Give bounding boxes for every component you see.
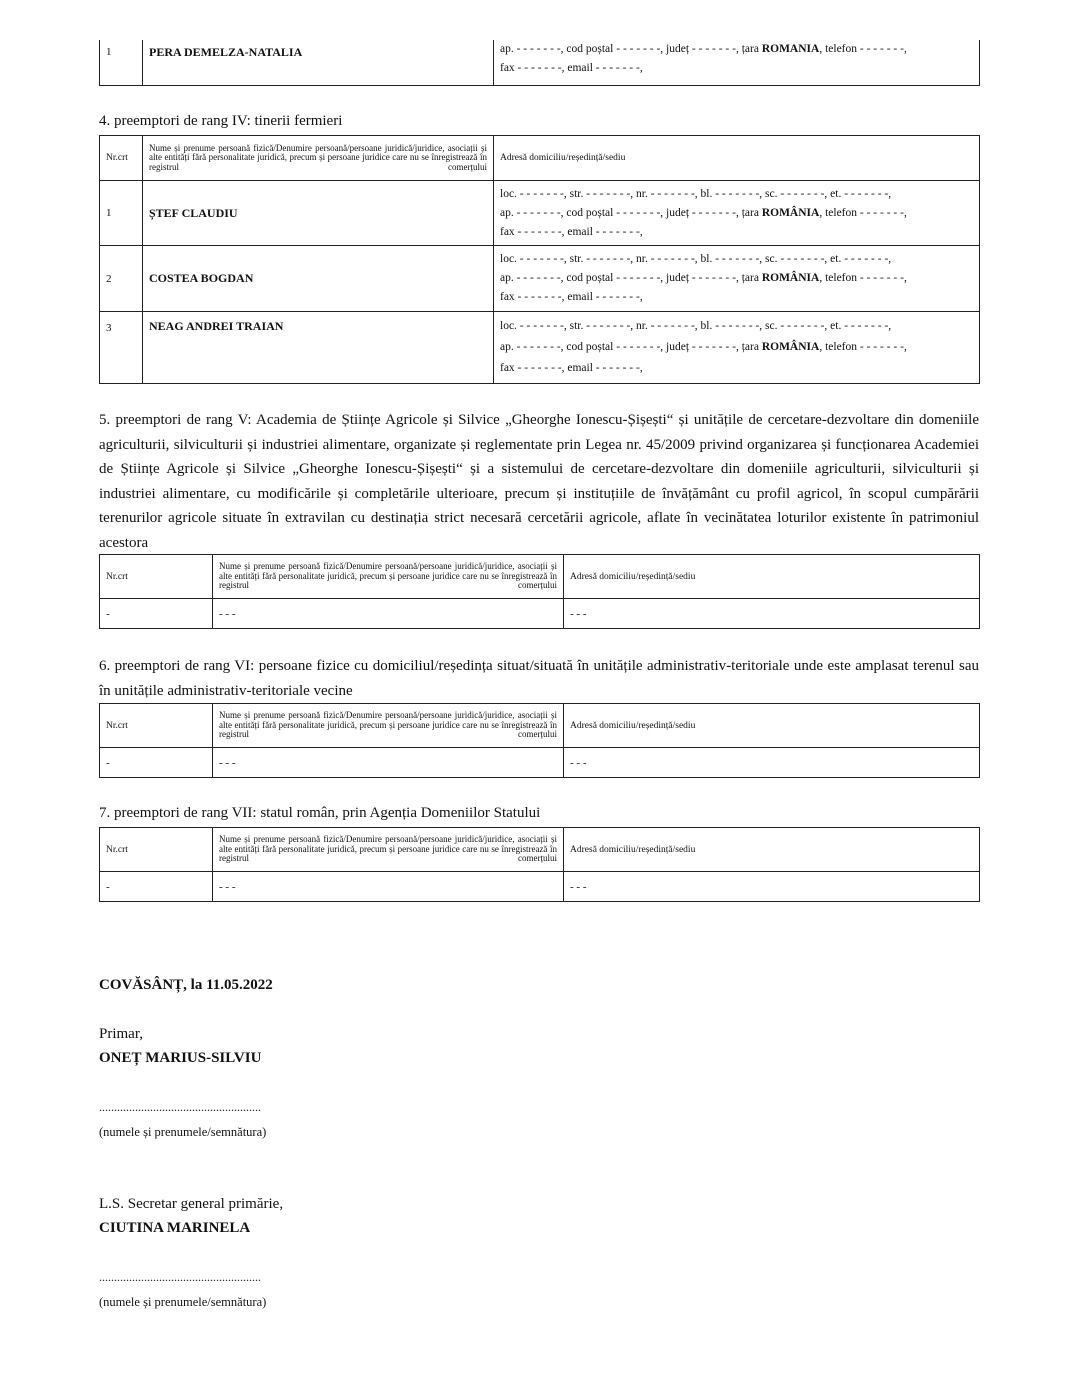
row-address xyxy=(494,312,980,384)
col-header-address: Adresă domiciliu/reședință/sediu xyxy=(564,828,980,872)
row-number: 2 xyxy=(100,246,143,312)
address-text: ap. - - - - - - -, cod poștal - - - - - - -, județ - - - - - - -, țara xyxy=(500,341,762,353)
row-name: - - - xyxy=(213,872,564,902)
table-header-row xyxy=(100,555,980,599)
address-text: , telefon - - - - - - -, xyxy=(819,272,907,284)
row-address: - - - xyxy=(564,872,980,902)
col-header-address: Adresă domiciliu/reședință/sediu xyxy=(564,555,980,599)
address-line xyxy=(500,337,973,358)
row-number: - xyxy=(100,599,213,629)
row-name: PERA DEMELZA-NATALIA xyxy=(143,40,494,86)
row-number: - xyxy=(100,748,213,778)
address-line: fax - - - - - - -, email - - - - - - -, xyxy=(500,62,643,74)
table-header-row xyxy=(100,136,980,181)
address-line: fax - - - - - - -, email - - - - - - -, xyxy=(500,362,643,374)
col-header-address: Adresă domiciliu/reședință/sediu xyxy=(494,136,980,181)
section7-table xyxy=(99,827,980,902)
col-header-nr: Nr.crt xyxy=(100,828,213,872)
country-text: ROMÂNIA xyxy=(761,206,820,219)
country-text: ROMÂNIA xyxy=(761,272,820,284)
section5-table xyxy=(99,554,980,629)
table-row xyxy=(100,40,980,86)
col-header-name xyxy=(213,555,564,599)
col-header-name-text: Nume și prenume persoană fizică/Denumire persoană/persoane juridică/juridice, asociații și alte entități fără personalitate juridică, precum și persoane juridice care nu se înregistrează în registrul comerțului xyxy=(219,834,557,864)
col-header-name xyxy=(213,704,564,748)
row-address: - - - xyxy=(564,748,980,778)
col-header-name xyxy=(213,828,564,872)
top-continuation-table xyxy=(99,40,980,86)
address-text: ap. - - - - - - -, cod poștal - - - - - - -, județ - - - - - - -, țara xyxy=(500,43,762,55)
signature-caption: (numele și prenumele/semnătura) xyxy=(99,1295,267,1309)
col-header-address: Adresă domiciliu/reședință/sediu xyxy=(564,704,980,748)
col-header-nr: Nr.crt xyxy=(100,704,213,748)
table-row xyxy=(100,246,980,312)
mayor-name: ONEȚ MARIUS-SILVIU xyxy=(99,1050,262,1066)
country-text: ROMÂNIA xyxy=(761,341,820,353)
address-text: , telefon - - - - - - -, xyxy=(819,206,907,219)
section-heading: 5. preemptori de rang V: Academia de Științe Agricole și Silvice „Gheorghe Ionescu-Șișești“ și unitățile de cercetare-dezvoltare din domeniile agriculturii, silviculturii și industriei alimentare, organizate și reglementate prin Legea nr. 45/2009 privind organizarea și funcționarea Academiei de Științe Agricole și Silvice „Gheorghe Ionescu-Șișești“ și a sistemului de cercetare-dezvoltare din domeniile agriculturii, silviculturii și industriei alimentare, cu modificările și completările ulterioare, precum și instituțiile de învățământ cu profil agricol, în scopul cumpărării terenurilor agricole situate în extravilan cu destinația strict necesară cercetării agricole, aflate în vecinătatea loturilor existente în patrimoniul acestora xyxy=(99,412,979,551)
row-name: - - - xyxy=(213,599,564,629)
row-name: NEAG ANDREI TRAIAN xyxy=(143,312,494,384)
section6-table xyxy=(99,703,980,778)
table-header-row xyxy=(100,704,980,748)
signature-caption: (numele și prenumele/semnătura) xyxy=(99,1125,267,1139)
address-line: loc. - - - - - - -, str. - - - - - - -, nr. - - - - - - -, bl. - - - - - - -, sc. - - - - - - -, et. - - - - - - -, xyxy=(500,253,892,265)
col-header-nr: Nr.crt xyxy=(100,555,213,599)
row-number: 1 xyxy=(100,40,143,86)
row-number: 1 xyxy=(100,181,143,246)
address-text: , telefon - - - - - - -, xyxy=(819,341,907,353)
secretary-title: L.S. Secretar general primărie, xyxy=(99,1196,284,1212)
address-text: , telefon - - - - - - -, xyxy=(819,43,907,55)
address-text: ap. - - - - - - -, cod poștal - - - - - - -, județ - - - - - - -, țara xyxy=(500,272,762,284)
table-row xyxy=(100,181,980,246)
table-header-row xyxy=(100,828,980,872)
row-address xyxy=(494,181,980,246)
address-text: ap. - - - - - - -, cod poștal - - - - - - -, județ - - - - - - -, țara xyxy=(500,206,762,219)
secretary-name: CIUTINA MARINELA xyxy=(99,1220,251,1236)
section-heading: 6. preemptori de rang VI: persoane fizice cu domiciliul/reședința situat/situată în unitățile administrativ-teritoriale unde este amplasat terenul sau în unitățile administrativ-teritoriale vecine xyxy=(99,658,979,699)
col-header-name xyxy=(143,136,494,181)
row-address xyxy=(494,40,980,86)
table-row xyxy=(100,599,980,629)
place-date: COVĂSÂNȚ, la 11.05.2022 xyxy=(99,977,273,993)
country-text: ROMANIA xyxy=(761,43,820,55)
row-name: ȘTEF CLAUDIU xyxy=(143,181,494,246)
address-line xyxy=(500,269,973,288)
address-line: fax - - - - - - -, email - - - - - - -, xyxy=(500,291,643,303)
row-number: 3 xyxy=(100,312,143,384)
row-number: - xyxy=(100,872,213,902)
address-line: loc. - - - - - - -, str. - - - - - - -, nr. - - - - - - -, bl. - - - - - - -, sc. - - - - - - -, et. - - - - - - -, xyxy=(500,320,892,332)
section-heading: 7. preemptori de rang VII: statul român, prin Agenția Domeniilor Statului xyxy=(99,805,541,821)
table-row xyxy=(100,312,980,384)
table-row xyxy=(100,748,980,778)
col-header-name-text: Nume și prenume persoană fizică/Denumire persoană/persoane juridică/juridice, asociații și alte entități fără personalitate juridică, precum și persoane juridice care nu se înregistrează în registrul comerțului xyxy=(149,142,487,172)
row-address xyxy=(494,246,980,312)
address-line xyxy=(500,204,973,223)
address-line: loc. - - - - - - -, str. - - - - - - -, nr. - - - - - - -, bl. - - - - - - -, sc. - - - - - - -, et. - - - - - - -, xyxy=(500,187,892,200)
signature-line: ...................................................... xyxy=(99,1270,261,1284)
address-line xyxy=(500,40,973,59)
mayor-title: Primar, xyxy=(99,1026,143,1042)
section4-table xyxy=(99,135,980,384)
address-line: fax - - - - - - -, email - - - - - - -, xyxy=(500,225,643,238)
row-name: COSTEA BOGDAN xyxy=(143,246,494,312)
row-address: - - - xyxy=(564,599,980,629)
col-header-nr: Nr.crt xyxy=(100,136,143,181)
col-header-name-text: Nume și prenume persoană fizică/Denumire persoană/persoane juridică/juridice, asociații și alte entități fără personalitate juridică, precum și persoane juridice care nu se înregistrează în registrul comerțului xyxy=(219,710,557,740)
row-name: - - - xyxy=(213,748,564,778)
signature-line: ...................................................... xyxy=(99,1100,261,1114)
col-header-name-text: Nume și prenume persoană fizică/Denumire persoană/persoane juridică/juridice, asociații și alte entități fără personalitate juridică, precum și persoane juridice care nu se înregistrează în registrul comerțului xyxy=(219,561,557,591)
table-row xyxy=(100,872,980,902)
section-heading: 4. preemptori de rang IV: tinerii fermieri xyxy=(99,113,343,129)
